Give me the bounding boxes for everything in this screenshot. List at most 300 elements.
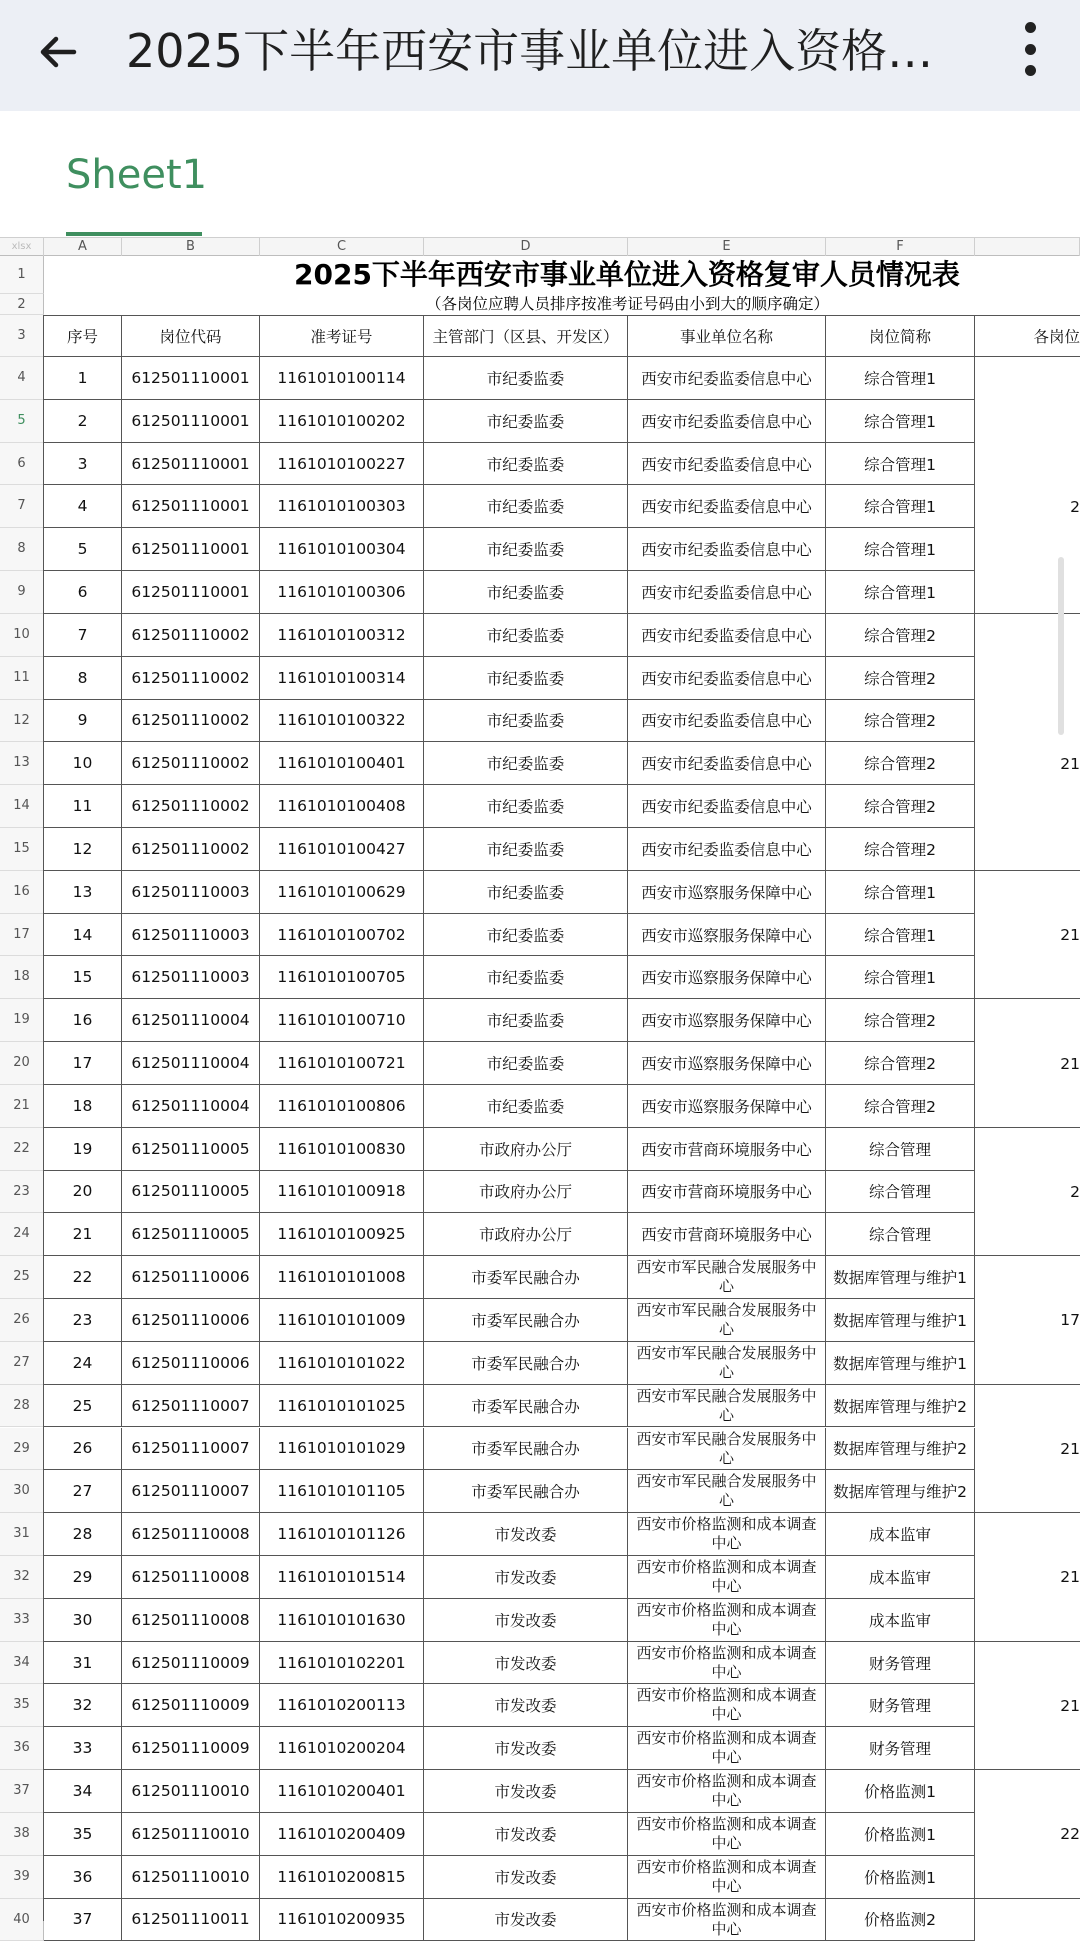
table-cell[interactable]: 612501110004 <box>122 1085 260 1128</box>
table-cell[interactable]: 市发改委 <box>424 1727 628 1770</box>
table-cell[interactable]: 612501110003 <box>122 956 260 999</box>
table-cell[interactable]: 16 <box>44 999 122 1042</box>
row-header[interactable]: 4 <box>0 357 44 400</box>
table-cell[interactable]: 1161010100830 <box>260 1128 424 1171</box>
table-cell[interactable]: 612501110010 <box>122 1856 260 1899</box>
table-cell[interactable]: 成本监审 <box>826 1599 975 1642</box>
table-cell[interactable]: 市纪委监委 <box>424 400 628 443</box>
row-header[interactable]: 11 <box>0 657 44 700</box>
table-cell[interactable]: 612501110009 <box>122 1727 260 1770</box>
table-cell[interactable]: 612501110002 <box>122 657 260 700</box>
table-cell[interactable]: 1161010100303 <box>260 485 424 528</box>
table-cell[interactable]: 市委军民融合办 <box>424 1256 628 1299</box>
group-border <box>975 870 1080 871</box>
table-cell[interactable]: 西安市纪委监委信息中心 <box>628 400 826 443</box>
table-cell[interactable]: 市纪委监委 <box>424 871 628 914</box>
table-cell[interactable]: 1161010100114 <box>260 357 424 400</box>
table-cell[interactable]: 612501110008 <box>122 1556 260 1599</box>
table-cell[interactable]: 612501110001 <box>122 485 260 528</box>
row-header[interactable]: 26 <box>0 1299 44 1342</box>
more-vert-icon <box>1025 22 1036 33</box>
table-cell[interactable]: 612501110011 <box>122 1899 260 1941</box>
table-cell[interactable]: 西安市价格监测和成本调查中心 <box>628 1684 826 1727</box>
table-cell[interactable]: 综合管理1 <box>826 571 975 614</box>
table-cell[interactable]: 17 <box>44 1042 122 1085</box>
table-cell[interactable]: 成本监审 <box>826 1513 975 1556</box>
table-cell[interactable]: 1161010100202 <box>260 400 424 443</box>
group-count-fragment: 21 <box>1060 1054 1080 1073</box>
table-cell[interactable]: 西安市纪委监委信息中心 <box>628 614 826 657</box>
table-cell[interactable]: 33 <box>44 1727 122 1770</box>
table-cell[interactable]: 综合管理2 <box>826 999 975 1042</box>
row-header[interactable]: 27 <box>0 1342 44 1385</box>
tab-sheet1[interactable]: Sheet1 <box>66 152 208 198</box>
table-cell[interactable]: 612501110007 <box>122 1470 260 1513</box>
table-cell[interactable]: 市发改委 <box>424 1856 628 1899</box>
table-cell[interactable]: 综合管理2 <box>826 700 975 743</box>
table-cell[interactable]: 1161010100806 <box>260 1085 424 1128</box>
table-cell[interactable]: 24 <box>44 1342 122 1385</box>
table-cell[interactable]: 市委军民融合办 <box>424 1299 628 1342</box>
table-cell[interactable]: 26 <box>44 1428 122 1471</box>
table-cell[interactable]: 数据库管理与维护2 <box>826 1428 975 1471</box>
row-header[interactable]: 8 <box>0 528 44 571</box>
table-cell[interactable]: 市纪委监委 <box>424 485 628 528</box>
table-cell[interactable]: 3 <box>44 443 122 486</box>
table-header-cell[interactable]: 事业单位名称 <box>628 315 826 357</box>
table-cell[interactable]: 市纪委监委 <box>424 785 628 828</box>
table-cell[interactable]: 市纪委监委 <box>424 657 628 700</box>
row-header[interactable]: 31 <box>0 1513 44 1556</box>
table-cell[interactable]: 市纪委监委 <box>424 571 628 614</box>
table-header-cell[interactable]: 序号 <box>44 315 122 357</box>
table-cell[interactable]: 西安市营商环境服务中心 <box>628 1128 826 1171</box>
table-cell[interactable]: 价格监测1 <box>826 1856 975 1899</box>
group-border <box>975 1898 1080 1899</box>
table-cell[interactable]: 市政府办公厅 <box>424 1128 628 1171</box>
table-cell[interactable]: 23 <box>44 1299 122 1342</box>
table-cell[interactable]: 综合管理2 <box>826 828 975 871</box>
table-cell[interactable]: 12 <box>44 828 122 871</box>
table-cell[interactable]: 综合管理2 <box>826 1085 975 1128</box>
group-border <box>975 1127 1080 1128</box>
row-header[interactable]: 9 <box>0 571 44 614</box>
table-cell[interactable]: 市委军民融合办 <box>424 1470 628 1513</box>
table-cell[interactable]: 市委军民融合办 <box>424 1342 628 1385</box>
table-cell[interactable]: 35 <box>44 1813 122 1856</box>
table-cell[interactable]: 612501110002 <box>122 785 260 828</box>
table-cell[interactable]: 19 <box>44 1128 122 1171</box>
row-header[interactable]: 6 <box>0 443 44 486</box>
table-cell[interactable]: 西安市纪委监委信息中心 <box>628 700 826 743</box>
row-header[interactable]: 39 <box>0 1856 44 1899</box>
table-header-cell[interactable]: 岗位简称 <box>826 315 975 357</box>
group-border <box>975 1641 1080 1642</box>
table-cell[interactable]: 612501110005 <box>122 1213 260 1256</box>
table-cell[interactable]: 市委军民融合办 <box>424 1428 628 1471</box>
row-header[interactable]: 21 <box>0 1085 44 1128</box>
table-cell[interactable]: 综合管理1 <box>826 400 975 443</box>
table-cell[interactable]: 25 <box>44 1385 122 1428</box>
table-cell[interactable]: 612501110008 <box>122 1513 260 1556</box>
table-cell[interactable]: 22 <box>44 1256 122 1299</box>
table-cell[interactable]: 数据库管理与维护1 <box>826 1256 975 1299</box>
table-cell[interactable]: 612501110005 <box>122 1128 260 1171</box>
table-cell[interactable]: 612501110003 <box>122 914 260 957</box>
table-cell[interactable]: 市纪委监委 <box>424 357 628 400</box>
table-cell[interactable]: 西安市军民融合发展服务中心 <box>628 1470 826 1513</box>
table-cell[interactable]: 市纪委监委 <box>424 956 628 999</box>
table-cell[interactable]: 西安市巡察服务保障中心 <box>628 1042 826 1085</box>
table-cell[interactable]: 财务管理 <box>826 1684 975 1727</box>
group-count-fragment: 21 <box>1060 1439 1080 1458</box>
table-cell[interactable]: 综合管理 <box>826 1213 975 1256</box>
table-cell[interactable]: 西安市巡察服务保障中心 <box>628 956 826 999</box>
table-cell[interactable]: 西安市军民融合发展服务中心 <box>628 1342 826 1385</box>
row-header[interactable]: 14 <box>0 785 44 828</box>
table-cell[interactable]: 1161010100705 <box>260 956 424 999</box>
table-cell[interactable]: 11 <box>44 785 122 828</box>
table-cell[interactable]: 西安市价格监测和成本调查中心 <box>628 1813 826 1856</box>
group-border <box>975 1255 1080 1256</box>
table-cell[interactable]: 西安市纪委监委信息中心 <box>628 785 826 828</box>
table-cell[interactable]: 价格监测1 <box>826 1813 975 1856</box>
row-header[interactable]: 15 <box>0 828 44 871</box>
table-cell[interactable]: 市发改委 <box>424 1899 628 1941</box>
row-header[interactable]: 28 <box>0 1385 44 1428</box>
row-header[interactable]: 2 <box>0 294 44 315</box>
table-cell[interactable]: 14 <box>44 914 122 957</box>
row-header[interactable]: 5 <box>0 400 44 443</box>
table-cell[interactable]: 612501110002 <box>122 700 260 743</box>
table-cell[interactable]: 西安市价格监测和成本调查中心 <box>628 1513 826 1556</box>
table-cell[interactable]: 612501110009 <box>122 1642 260 1685</box>
row-header[interactable]: 37 <box>0 1770 44 1813</box>
table-cell[interactable]: 612501110010 <box>122 1770 260 1813</box>
table-cell[interactable]: 21 <box>44 1213 122 1256</box>
table-cell[interactable]: 1161010101008 <box>260 1256 424 1299</box>
table-cell[interactable]: 1161010200815 <box>260 1856 424 1899</box>
table-cell[interactable]: 成本监审 <box>826 1556 975 1599</box>
tab-active-indicator <box>66 232 202 236</box>
table-cell[interactable]: 市纪委监委 <box>424 1042 628 1085</box>
table-cell[interactable]: 8 <box>44 657 122 700</box>
table-cell[interactable]: 综合管理2 <box>826 1042 975 1085</box>
table-cell[interactable]: 7 <box>44 614 122 657</box>
group-border <box>975 1512 1080 1513</box>
table-cell[interactable]: 综合管理 <box>826 1128 975 1171</box>
table-cell[interactable]: 综合管理 <box>826 1171 975 1214</box>
table-cell[interactable]: 1161010100306 <box>260 571 424 614</box>
table-cell[interactable]: 财务管理 <box>826 1727 975 1770</box>
table-cell[interactable]: 612501110005 <box>122 1171 260 1214</box>
table-cell[interactable]: 1161010101009 <box>260 1299 424 1342</box>
table-cell[interactable]: 市纪委监委 <box>424 700 628 743</box>
table-cell[interactable]: 价格监测1 <box>826 1770 975 1813</box>
row-header[interactable]: 34 <box>0 1642 44 1685</box>
table-cell[interactable]: 5 <box>44 528 122 571</box>
table-cell[interactable]: 西安市价格监测和成本调查中心 <box>628 1556 826 1599</box>
table-cell[interactable]: 数据库管理与维护2 <box>826 1470 975 1513</box>
table-cell[interactable]: 32 <box>44 1684 122 1727</box>
row-header[interactable]: 25 <box>0 1256 44 1299</box>
table-cell[interactable]: 西安市军民融合发展服务中心 <box>628 1428 826 1471</box>
table-cell[interactable]: 西安市军民融合发展服务中心 <box>628 1385 826 1428</box>
table-cell[interactable]: 西安市营商环境服务中心 <box>628 1171 826 1214</box>
row-header[interactable]: 33 <box>0 1599 44 1642</box>
table-cell[interactable]: 市纪委监委 <box>424 443 628 486</box>
column-header-d[interactable]: D <box>424 238 628 256</box>
table-cell[interactable]: 市纪委监委 <box>424 999 628 1042</box>
table-cell[interactable]: 财务管理 <box>826 1642 975 1685</box>
table-cell[interactable]: 9 <box>44 700 122 743</box>
table-cell[interactable]: 市发改委 <box>424 1599 628 1642</box>
table-cell[interactable]: 612501110009 <box>122 1684 260 1727</box>
table-cell[interactable]: 1161010101514 <box>260 1556 424 1599</box>
table-cell[interactable]: 市发改委 <box>424 1556 628 1599</box>
table-cell[interactable]: 西安市纪委监委信息中心 <box>628 742 826 785</box>
table-cell[interactable]: 西安市价格监测和成本调查中心 <box>628 1642 826 1685</box>
table-cell[interactable]: 612501110001 <box>122 357 260 400</box>
table-cell[interactable]: 1161010101029 <box>260 1428 424 1471</box>
spreadsheet-grid[interactable] <box>0 237 1080 1938</box>
sheet-title: 2025下半年西安市事业单位进入资格复审人员情况表 <box>294 258 960 291</box>
group-count-fragment: 21 <box>1060 754 1080 773</box>
table-cell[interactable]: 价格监测2 <box>826 1899 975 1941</box>
table-header-cell[interactable]: 各岗位 <box>975 315 1080 357</box>
table-cell[interactable]: 28 <box>44 1513 122 1556</box>
table-cell[interactable]: 1161010100721 <box>260 1042 424 1085</box>
table-cell[interactable]: 31 <box>44 1642 122 1685</box>
table-cell[interactable]: 市发改委 <box>424 1684 628 1727</box>
table-cell[interactable]: 1161010200113 <box>260 1684 424 1727</box>
table-cell[interactable]: 612501110010 <box>122 1813 260 1856</box>
table-cell[interactable]: 1161010101022 <box>260 1342 424 1385</box>
row-header[interactable]: 38 <box>0 1813 44 1856</box>
table-cell[interactable]: 市纪委监委 <box>424 528 628 571</box>
vertical-scrollbar[interactable] <box>1058 557 1064 735</box>
table-cell[interactable]: 15 <box>44 956 122 999</box>
row-header[interactable]: 1 <box>0 256 44 294</box>
table-cell[interactable]: 西安市价格监测和成本调查中心 <box>628 1727 826 1770</box>
table-cell[interactable]: 612501110002 <box>122 742 260 785</box>
sheet-subtitle: （各岗位应聘人员排序按准考证号码由小到大的顺序确定） <box>426 295 830 313</box>
table-cell[interactable]: 西安市纪委监委信息中心 <box>628 571 826 614</box>
table-cell[interactable]: 市委军民融合办 <box>424 1385 628 1428</box>
table-cell[interactable]: 34 <box>44 1770 122 1813</box>
table-cell[interactable]: 612501110001 <box>122 528 260 571</box>
row-header[interactable]: 12 <box>0 700 44 743</box>
table-cell[interactable]: 612501110002 <box>122 828 260 871</box>
table-cell[interactable]: 612501110007 <box>122 1428 260 1471</box>
table-cell[interactable]: 1 <box>44 357 122 400</box>
table-cell[interactable]: 30 <box>44 1599 122 1642</box>
table-cell[interactable]: 综合管理1 <box>826 485 975 528</box>
table-cell[interactable]: 综合管理1 <box>826 914 975 957</box>
table-cell[interactable]: 西安市价格监测和成本调查中心 <box>628 1856 826 1899</box>
table-cell[interactable]: 1161010101105 <box>260 1470 424 1513</box>
column-header-f[interactable]: F <box>826 238 975 256</box>
back-button[interactable] <box>28 22 88 82</box>
table-cell[interactable]: 西安市纪委监委信息中心 <box>628 357 826 400</box>
table-cell[interactable]: 29 <box>44 1556 122 1599</box>
table-cell[interactable]: 612501110003 <box>122 871 260 914</box>
table-cell[interactable]: 612501110004 <box>122 999 260 1042</box>
row-header[interactable]: 17 <box>0 914 44 957</box>
table-cell[interactable]: 612501110001 <box>122 443 260 486</box>
row-header[interactable]: 40 <box>0 1899 44 1941</box>
table-cell[interactable]: 综合管理2 <box>826 785 975 828</box>
table-cell[interactable]: 1161010100710 <box>260 999 424 1042</box>
table-cell[interactable]: 综合管理2 <box>826 614 975 657</box>
table-cell[interactable]: 18 <box>44 1085 122 1128</box>
table-cell[interactable]: 1161010100314 <box>260 657 424 700</box>
table-cell[interactable]: 2 <box>44 400 122 443</box>
column-header-c[interactable]: C <box>260 238 424 256</box>
row-header[interactable]: 30 <box>0 1470 44 1513</box>
table-cell[interactable]: 1161010200409 <box>260 1813 424 1856</box>
group-count-fragment: 17 <box>1060 1311 1080 1330</box>
table-cell[interactable]: 市发改委 <box>424 1770 628 1813</box>
column-header-b[interactable]: B <box>122 238 260 256</box>
table-cell[interactable]: 西安市纪委监委信息中心 <box>628 528 826 571</box>
table-cell[interactable]: 1161010200401 <box>260 1770 424 1813</box>
table-cell[interactable]: 20 <box>44 1171 122 1214</box>
table-cell[interactable]: 西安市巡察服务保障中心 <box>628 914 826 957</box>
table-cell[interactable]: 1161010100322 <box>260 700 424 743</box>
table-cell[interactable]: 612501110006 <box>122 1299 260 1342</box>
table-header-cell[interactable]: 岗位代码 <box>122 315 260 357</box>
table-cell[interactable]: 综合管理2 <box>826 742 975 785</box>
table-cell[interactable]: 1161010100408 <box>260 785 424 828</box>
row-header[interactable]: 32 <box>0 1556 44 1599</box>
table-cell[interactable]: 西安市价格监测和成本调查中心 <box>628 1599 826 1642</box>
row-header[interactable]: 24 <box>0 1213 44 1256</box>
row-header[interactable]: 7 <box>0 485 44 528</box>
table-cell[interactable]: 市纪委监委 <box>424 914 628 957</box>
table-cell[interactable]: 612501110002 <box>122 614 260 657</box>
row-header[interactable]: 35 <box>0 1684 44 1727</box>
column-header-a[interactable]: A <box>44 238 122 256</box>
table-cell[interactable]: 市发改委 <box>424 1513 628 1556</box>
table-cell[interactable]: 612501110004 <box>122 1042 260 1085</box>
row-header[interactable]: 20 <box>0 1042 44 1085</box>
table-cell[interactable]: 市政府办公厅 <box>424 1171 628 1214</box>
table-cell[interactable]: 综合管理1 <box>826 956 975 999</box>
table-cell[interactable]: 市纪委监委 <box>424 742 628 785</box>
table-cell[interactable]: 27 <box>44 1470 122 1513</box>
row-header[interactable]: 19 <box>0 999 44 1042</box>
row-header[interactable]: 29 <box>0 1428 44 1471</box>
table-cell[interactable]: 612501110007 <box>122 1385 260 1428</box>
table-cell[interactable]: 西安市价格监测和成本调查中心 <box>628 1899 826 1941</box>
table-cell[interactable]: 37 <box>44 1899 122 1941</box>
table-cell[interactable]: 612501110006 <box>122 1256 260 1299</box>
table-cell[interactable]: 1161010100304 <box>260 528 424 571</box>
table-cell[interactable]: 1161010101025 <box>260 1385 424 1428</box>
table-cell[interactable]: 数据库管理与维护1 <box>826 1342 975 1385</box>
table-cell[interactable]: 1161010200935 <box>260 1899 424 1941</box>
row-header[interactable]: 3 <box>0 315 44 357</box>
more-options-button[interactable] <box>1010 18 1050 80</box>
column-header-row <box>0 237 1080 256</box>
row-header[interactable]: 22 <box>0 1128 44 1171</box>
table-cell[interactable]: 数据库管理与维护2 <box>826 1385 975 1428</box>
table-cell[interactable]: 西安市纪委监委信息中心 <box>628 443 826 486</box>
table-cell[interactable]: 612501110001 <box>122 400 260 443</box>
table-cell[interactable]: 13 <box>44 871 122 914</box>
row-header[interactable]: 13 <box>0 742 44 785</box>
table-cell[interactable]: 市政府办公厅 <box>424 1213 628 1256</box>
table-cell[interactable]: 数据库管理与维护1 <box>826 1299 975 1342</box>
table-cell[interactable]: 综合管理1 <box>826 357 975 400</box>
table-cell[interactable]: 1161010102201 <box>260 1642 424 1685</box>
table-cell[interactable]: 1161010100918 <box>260 1171 424 1214</box>
table-cell[interactable]: 1161010100227 <box>260 443 424 486</box>
table-cell[interactable]: 6 <box>44 571 122 614</box>
table-cell[interactable]: 10 <box>44 742 122 785</box>
table-cell[interactable]: 市纪委监委 <box>424 1085 628 1128</box>
table-cell[interactable]: 612501110001 <box>122 571 260 614</box>
table-cell[interactable]: 市发改委 <box>424 1642 628 1685</box>
table-cell[interactable]: 36 <box>44 1856 122 1899</box>
table-cell[interactable]: 西安市纪委监委信息中心 <box>628 828 826 871</box>
table-cell[interactable]: 西安市纪委监委信息中心 <box>628 657 826 700</box>
group-count-fragment: 21 <box>1060 1696 1080 1715</box>
table-cell[interactable]: 1161010101630 <box>260 1599 424 1642</box>
table-cell[interactable]: 西安市纪委监委信息中心 <box>628 485 826 528</box>
table-cell[interactable]: 西安市营商环境服务中心 <box>628 1213 826 1256</box>
table-cell[interactable]: 1161010100702 <box>260 914 424 957</box>
table-cell[interactable]: 西安市巡察服务保障中心 <box>628 1085 826 1128</box>
table-cell[interactable]: 综合管理1 <box>826 443 975 486</box>
table-cell[interactable]: 西安市军民融合发展服务中心 <box>628 1299 826 1342</box>
table-cell[interactable]: 612501110006 <box>122 1342 260 1385</box>
column-header-e[interactable]: E <box>628 238 826 256</box>
row-header[interactable]: 23 <box>0 1171 44 1214</box>
table-cell[interactable]: 综合管理1 <box>826 871 975 914</box>
table-cell[interactable]: 1161010100629 <box>260 871 424 914</box>
row-header[interactable]: 36 <box>0 1727 44 1770</box>
group-border <box>975 613 1080 614</box>
column-header-g[interactable] <box>975 238 1080 256</box>
arrow-left-icon <box>34 28 82 76</box>
table-cell[interactable]: 综合管理1 <box>826 528 975 571</box>
row-header[interactable]: 16 <box>0 871 44 914</box>
table-cell[interactable]: 西安市巡察服务保障中心 <box>628 999 826 1042</box>
table-header-cell[interactable]: 主管部门（区县、开发区） <box>424 315 628 357</box>
table-cell[interactable]: 西安市价格监测和成本调查中心 <box>628 1770 826 1813</box>
row-header[interactable]: 18 <box>0 956 44 999</box>
table-cell[interactable]: 4 <box>44 485 122 528</box>
table-cell[interactable]: 612501110008 <box>122 1599 260 1642</box>
table-cell[interactable]: 1161010100401 <box>260 742 424 785</box>
row-header[interactable]: 10 <box>0 614 44 657</box>
table-cell[interactable]: 1161010100427 <box>260 828 424 871</box>
table-cell[interactable]: 1161010100312 <box>260 614 424 657</box>
table-cell[interactable]: 西安市军民融合发展服务中心 <box>628 1256 826 1299</box>
table-cell[interactable]: 西安市巡察服务保障中心 <box>628 871 826 914</box>
table-header-cell[interactable]: 准考证号 <box>260 315 424 357</box>
table-cell[interactable]: 市纪委监委 <box>424 614 628 657</box>
table-cell[interactable]: 综合管理2 <box>826 657 975 700</box>
table-cell[interactable]: 1161010100925 <box>260 1213 424 1256</box>
table-cell[interactable]: 市纪委监委 <box>424 828 628 871</box>
table-cell[interactable]: 市发改委 <box>424 1813 628 1856</box>
table-cell[interactable]: 1161010200204 <box>260 1727 424 1770</box>
table-cell[interactable]: 1161010101126 <box>260 1513 424 1556</box>
select-all-corner[interactable]: xlsx <box>0 238 44 256</box>
